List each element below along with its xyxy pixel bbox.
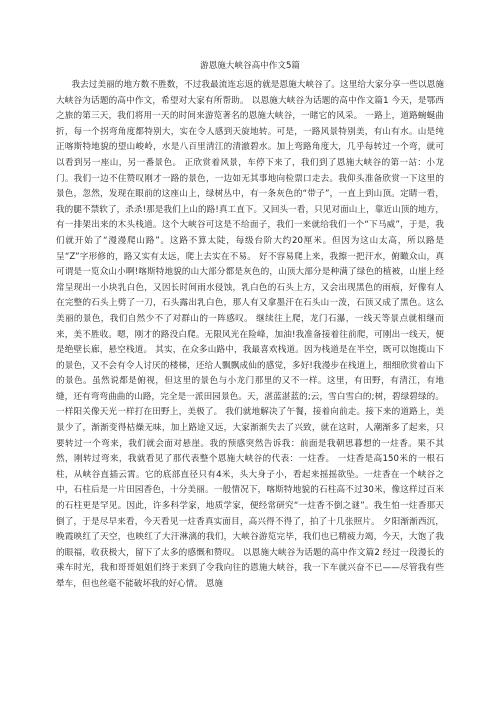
- document-body: [56, 78, 444, 593]
- document-title: 游恩施大峡谷高中作文5篇: [200, 61, 300, 71]
- document-paragraph: 我去过美丽的地方数不胜数，不过我最流连忘返的就是恩施大峡谷了。这里给大家分享一些以恩施大峡谷为话题的高中作文，希望对大家有所帮助。 以恩施大峡谷为话题的高中作文篇1 今天，是鄂西之旅的第三天，我们将用一天的时间来游览著名的恩施大峡谷，一睹它的风采。 一路上，道路蜿蜒曲折，每一个拐弯角度都特别大，实在令人感到天旋地转。可是，一路风景特别美，有山有水。山是纯正喀斯特地貌的望山峻岭，水是八百里清江的清澈碧水。加上弯路角度大，几乎每转过一个弯，就可以看到另一座山，另一番景色。 正欣赏着风景，车停下来了，我们到了恩施大峡谷的第一站：小龙门。我们一边不住赞叹刚才一路的景色，一边如无其事地向检票口走去。我仰头准备欣赏一下这里的景色，忽然，发现在眼前的这座山上，绿树丛中，有一条灰色的“带子”，一直上到山顶。定睛一看，我的腿不禁软了，杀杀!那是我们上山的路!真工直下。又回头一看，只见对面山上，靠近山顶的地方，有一排架出来的木头栈道。这个大峡谷可这是不给面子，我们一来就给我们一个“下马威”，于是，我们就开始了“漫漫爬山路”。这路不算太陡，每级台阶大约20厘米。但因为这山太高，所以路是呈“Z”字形修的，路又实有太远，爬上去实在不易。 好不容易爬上来，我擦一把汗水，俯瞰众山，真可谓是一览众山小啊!喀斯特地貌的山大部分都是灰色的，山顶大部分是种满了绿色的植被，山崖上经常呈现出一小块乳白色，又因长时间雨水侵蚀，乳白色的石头上方，又会出现黑色的雨痕，好像有人在完整的石头上劈了一刀，石头露出乳白色，那人有又拿墨汗在石头山一泼，石顶又成了黑色。这么美丽的景色，我们自然少不了对群山的一阵感叹。 继续往上爬，龙门石瀑，一线天等景点就相继而来，美不胜收。嗯，刚才的路没白爬。无限风光在险峰，加油!我准备接着往前爬，可刚出一线天，便是绝壁长廊，悬空栈道。 其实，在众多山路中，我最喜欢栈道。因为栈道是在半空，既可以饱揽山下的景色，又不会有令人讨厌的楼梯，还给人飘飘成仙的感觉，多好!我漫步在栈道上，细细欣赏着山下的景色。虽然说都是俯视，但这里的景色与小龙门那里的又不一样。这里，有田野，有清江，有地缝，还有弯弯曲曲的山路，完全是一派田园景色。天，湛蓝湛蓝的;云，雪白雪白的;树，碧绿碧绿的。一样阳关像天光一样打在田野上，美极了。 我们就地解决了午餐，接着向前走。接下来的道路上，美景少了，渐渐变得枯燥无味，加上路途又远，大家渐渐失去了兴致，就在这时，人潮渐多了起来，只要转过一个弯来，我们就会面对悬崖。我的预感突然告诉我：前面是我朝思暮想的一炷香。果不其然，刚转过弯来，我就看见了那代表整个恩施大峡谷的代表：一炷香。 一炷香是高150米的一根石柱，从峡谷直插云霄。它的底部直径只有4米，头大身子小，看起来摇摇欲坠。一炷香在一个峡谷之中，石柱后是一片田园香色，十分美丽。一般情况下，喀斯特地貌的石柱高不过30米，像这样过百米的石柱更是罕见。因此，许多科学家，地质学家，便经常研究“一炷香不倒之谜”。我生怕一炷香那天倒了，于是尽早来看，今天看见一炷香真实面目，高兴得不得了，拍了十几张照片。 夕阳渐渐西沉，晚霞映红了天空，也映红了大汗淋漓的我们，大峡谷游览完毕，我们也已精疲力竭，今天，大饱了我的眼福，收获极大，留下了太多的感慨和赞叹。 以恩施大峡谷为话题的高中作文篇2 经过一段漫长的乘车时光，我和哥哥姐姐们终于来到了令我向往的恩施大峡谷，我一下车就兴奋不已——尽管我有些晕车，但也丝毫不能破坏我的好心情。 恩施: [56, 80, 444, 589]
